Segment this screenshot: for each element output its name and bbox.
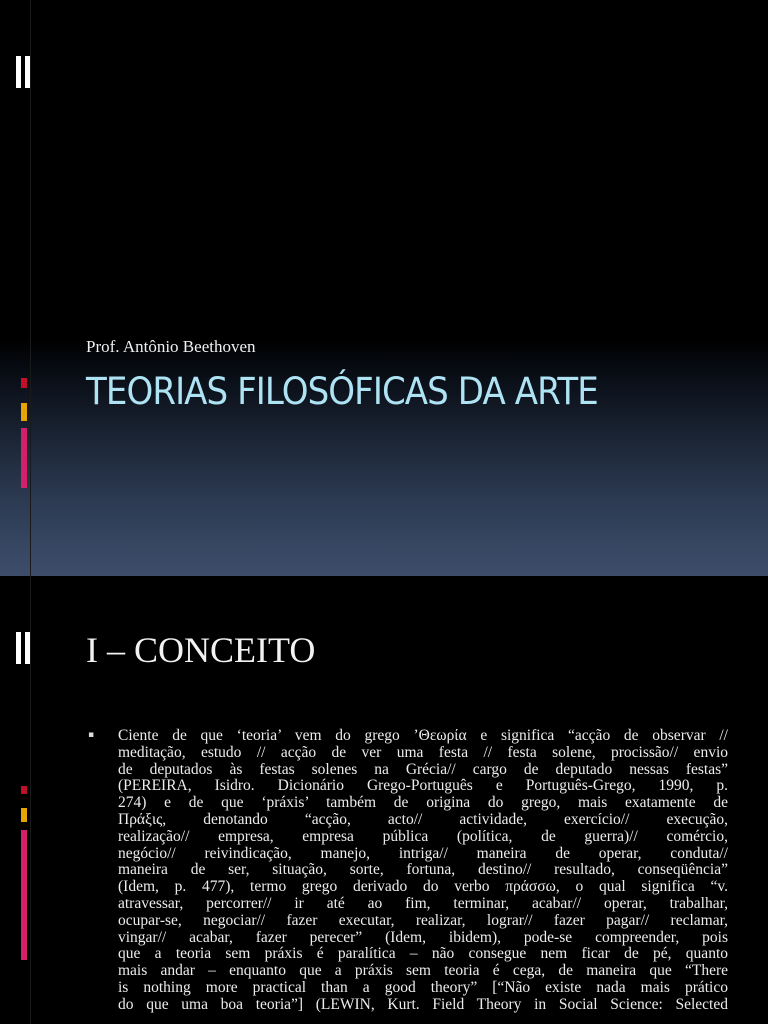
accent-pink	[21, 830, 27, 960]
slide-divider-line	[30, 576, 31, 1024]
paragraph	[118, 728, 728, 1014]
slide-marker	[16, 56, 30, 88]
paragraph-line: atravessar, percorrer// ir até ao fim, terminar, acabar// operar, trabalhar,	[118, 894, 728, 912]
slide-divider-line	[30, 0, 31, 576]
paragraph-line: que a teoria sem práxis é paralítica – não consegue nem ficar de pé, quanto	[118, 945, 728, 963]
author-name: Prof. Antônio Beethoven	[86, 337, 256, 356]
accent-gold	[21, 808, 27, 822]
paragraph-line: do que uma boa teoria”] (LEWIN, Kurt. Field Theory in Social Science: Selected	[118, 995, 728, 1013]
paragraph-line: (Idem, p. 477), termo grego derivado do verbo πράσσω, o qual significa “v.	[118, 878, 728, 896]
paragraph-line: mais andar – enquanto que a práxis sem teoria é cega, de maneira que “There	[118, 962, 728, 980]
content-slide	[0, 576, 768, 1024]
paragraph-line: de deputados às festas solenes na Grécia// cargo de deputado nessas festas”	[118, 760, 728, 778]
paragraph-line: negócio// reivindicação, manejo, intriga// maneira de operar, conduta//	[118, 844, 728, 862]
paragraph-line: Ciente de que ‘teoria’ vem do grego ’Θεωρία e significa “acção de observar //	[118, 727, 728, 744]
slide-marker	[16, 632, 30, 664]
paragraph-line: 274) e de que ‘práxis’ também de origina do grego, mais exatamente de	[118, 794, 728, 812]
paragraph-line: meditação, estudo // acção de ver uma festa // festa solene, procissão// envio	[118, 743, 728, 761]
slide-title: TEORIAS FILOSÓFICAS DA ARTE	[86, 370, 598, 413]
bullet-icon: ▪	[88, 730, 95, 740]
paragraph-line: realização// empresa, empresa pública (política, de guerra)// comércio,	[118, 827, 728, 845]
bullet-item	[88, 728, 728, 1014]
paragraph-line: maneira de ser, situação, sorte, fortuna, destino// resultado, conseqüência”	[118, 861, 728, 879]
section-heading: I – CONCEITO	[86, 630, 316, 670]
paragraph-line: is nothing more practical than a good theory” [“Não existe nada mais prático	[118, 978, 728, 996]
paragraph-line: Πράξις, denotando “acção, acto// actividade, exercício// execução,	[118, 810, 728, 828]
paragraph-line: ocupar-se, negociar// fazer executar, realizar, lograr// fazer pagar// reclamar,	[118, 911, 728, 929]
accent-red	[21, 378, 27, 388]
accent-pink	[21, 428, 27, 488]
accent-red	[21, 786, 27, 794]
accent-gold	[21, 403, 27, 421]
paragraph-line: vingar// acabar, fazer perecer” (Idem, ibidem), pode-se compreender, pois	[118, 928, 728, 946]
paragraph-line: (PEREIRA, Isidro. Dicionário Grego-Português e Português-Grego, 1990, p.	[118, 777, 728, 795]
